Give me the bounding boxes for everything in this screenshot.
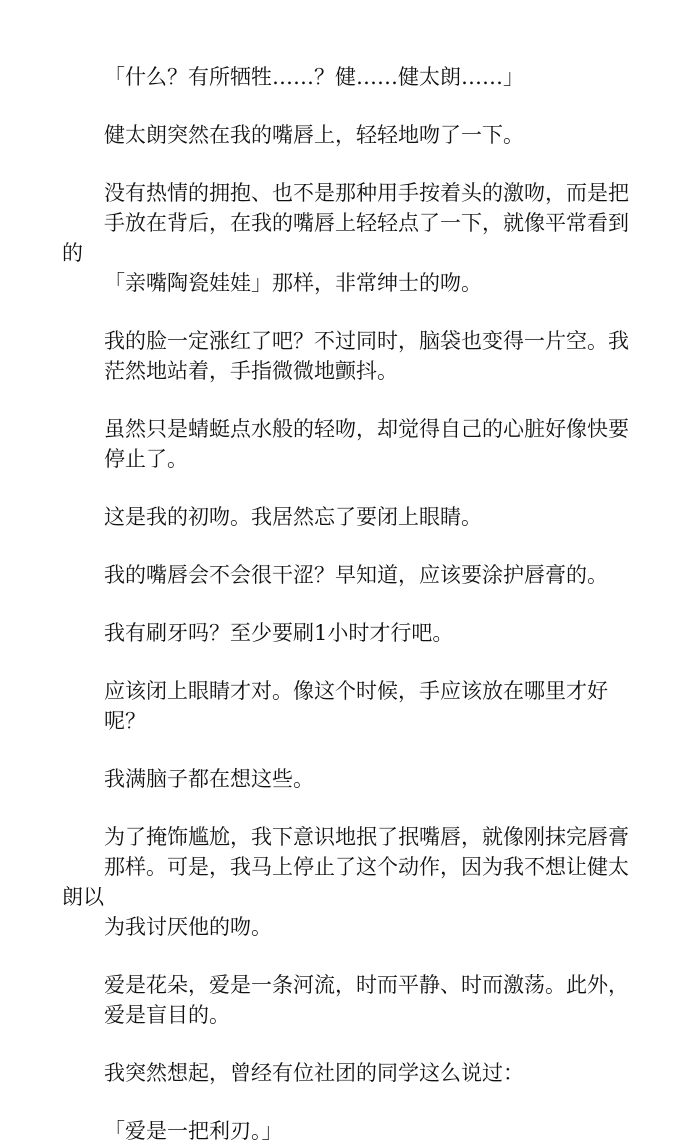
document-page xyxy=(62,62,640,1146)
paragraph-line: 这是我的初吻。我居然忘了要闭上眼睛。 xyxy=(104,505,482,529)
paragraph-11 xyxy=(62,822,640,942)
paragraph-6 xyxy=(62,502,640,532)
paragraph-line: 没有热情的拥抱、也不是那种用手按着头的激吻，而是把 xyxy=(104,181,629,205)
paragraph-3 xyxy=(62,178,640,298)
paragraph-8 xyxy=(62,618,640,648)
paragraph-line: 爱是盲目的。 xyxy=(104,1003,230,1027)
paragraph-line: 手放在背后，在我的嘴唇上轻轻点了一下，就像平常看到的 xyxy=(62,211,629,265)
paragraph-line: 那样。可是，我马上停止了这个动作，因为我不想让健太朗以 xyxy=(62,855,629,909)
paragraph-line: 为我讨厌他的吻。 xyxy=(104,915,272,939)
paragraph-7 xyxy=(62,560,640,590)
paragraph-line: 我突然想起，曾经有位社团的同学这么说过： xyxy=(104,1061,524,1085)
paragraph-1 xyxy=(62,62,640,92)
paragraph-13 xyxy=(62,1058,640,1088)
paragraph-line: 「亲嘴陶瓷娃娃」那样，非常绅士的吻。 xyxy=(104,271,482,295)
paragraph-line: 虽然只是蜻蜓点水般的轻吻，却觉得自己的心脏好像快要 xyxy=(104,417,629,441)
paragraph-line: 爱是花朵，爱是一条河流，时而平静、时而激荡。此外， xyxy=(104,973,629,997)
paragraph-2 xyxy=(62,120,640,150)
paragraph-9 xyxy=(62,676,640,736)
paragraph-10 xyxy=(62,764,640,794)
paragraph-line: 我的嘴唇会不会很干涩？早知道，应该要涂护唇膏的。 xyxy=(104,563,608,587)
paragraph-14 xyxy=(62,1116,640,1146)
paragraph-line: 我满脑子都在想这些。 xyxy=(104,767,314,791)
paragraph-line: 呢？ xyxy=(104,709,146,733)
paragraph-line: 我的脸一定涨红了吧？不过同时，脑袋也变得一片空。我 xyxy=(104,329,629,353)
paragraph-4 xyxy=(62,326,640,386)
paragraph-line: 为了掩饰尴尬，我下意识地抿了抿嘴唇，就像刚抹完唇膏 xyxy=(104,825,629,849)
paragraph-line: 茫然地站着，手指微微地颤抖。 xyxy=(104,359,398,383)
paragraph-5 xyxy=(62,414,640,474)
paragraph-line: 停止了。 xyxy=(104,447,188,471)
paragraph-line: 我有刷牙吗？至少要刷1小时才行吧。 xyxy=(104,621,454,645)
paragraph-line: 健太朗突然在我的嘴唇上，轻轻地吻了一下。 xyxy=(104,123,524,147)
paragraph-line: 「什么？有所牺牲……？健……健太朗……」 xyxy=(104,65,524,89)
paragraph-12 xyxy=(62,970,640,1030)
paragraph-line: 「爱是一把利刃。」 xyxy=(104,1119,283,1143)
paragraph-line: 应该闭上眼睛才对。像这个时候，手应该放在哪里才好 xyxy=(104,679,608,703)
